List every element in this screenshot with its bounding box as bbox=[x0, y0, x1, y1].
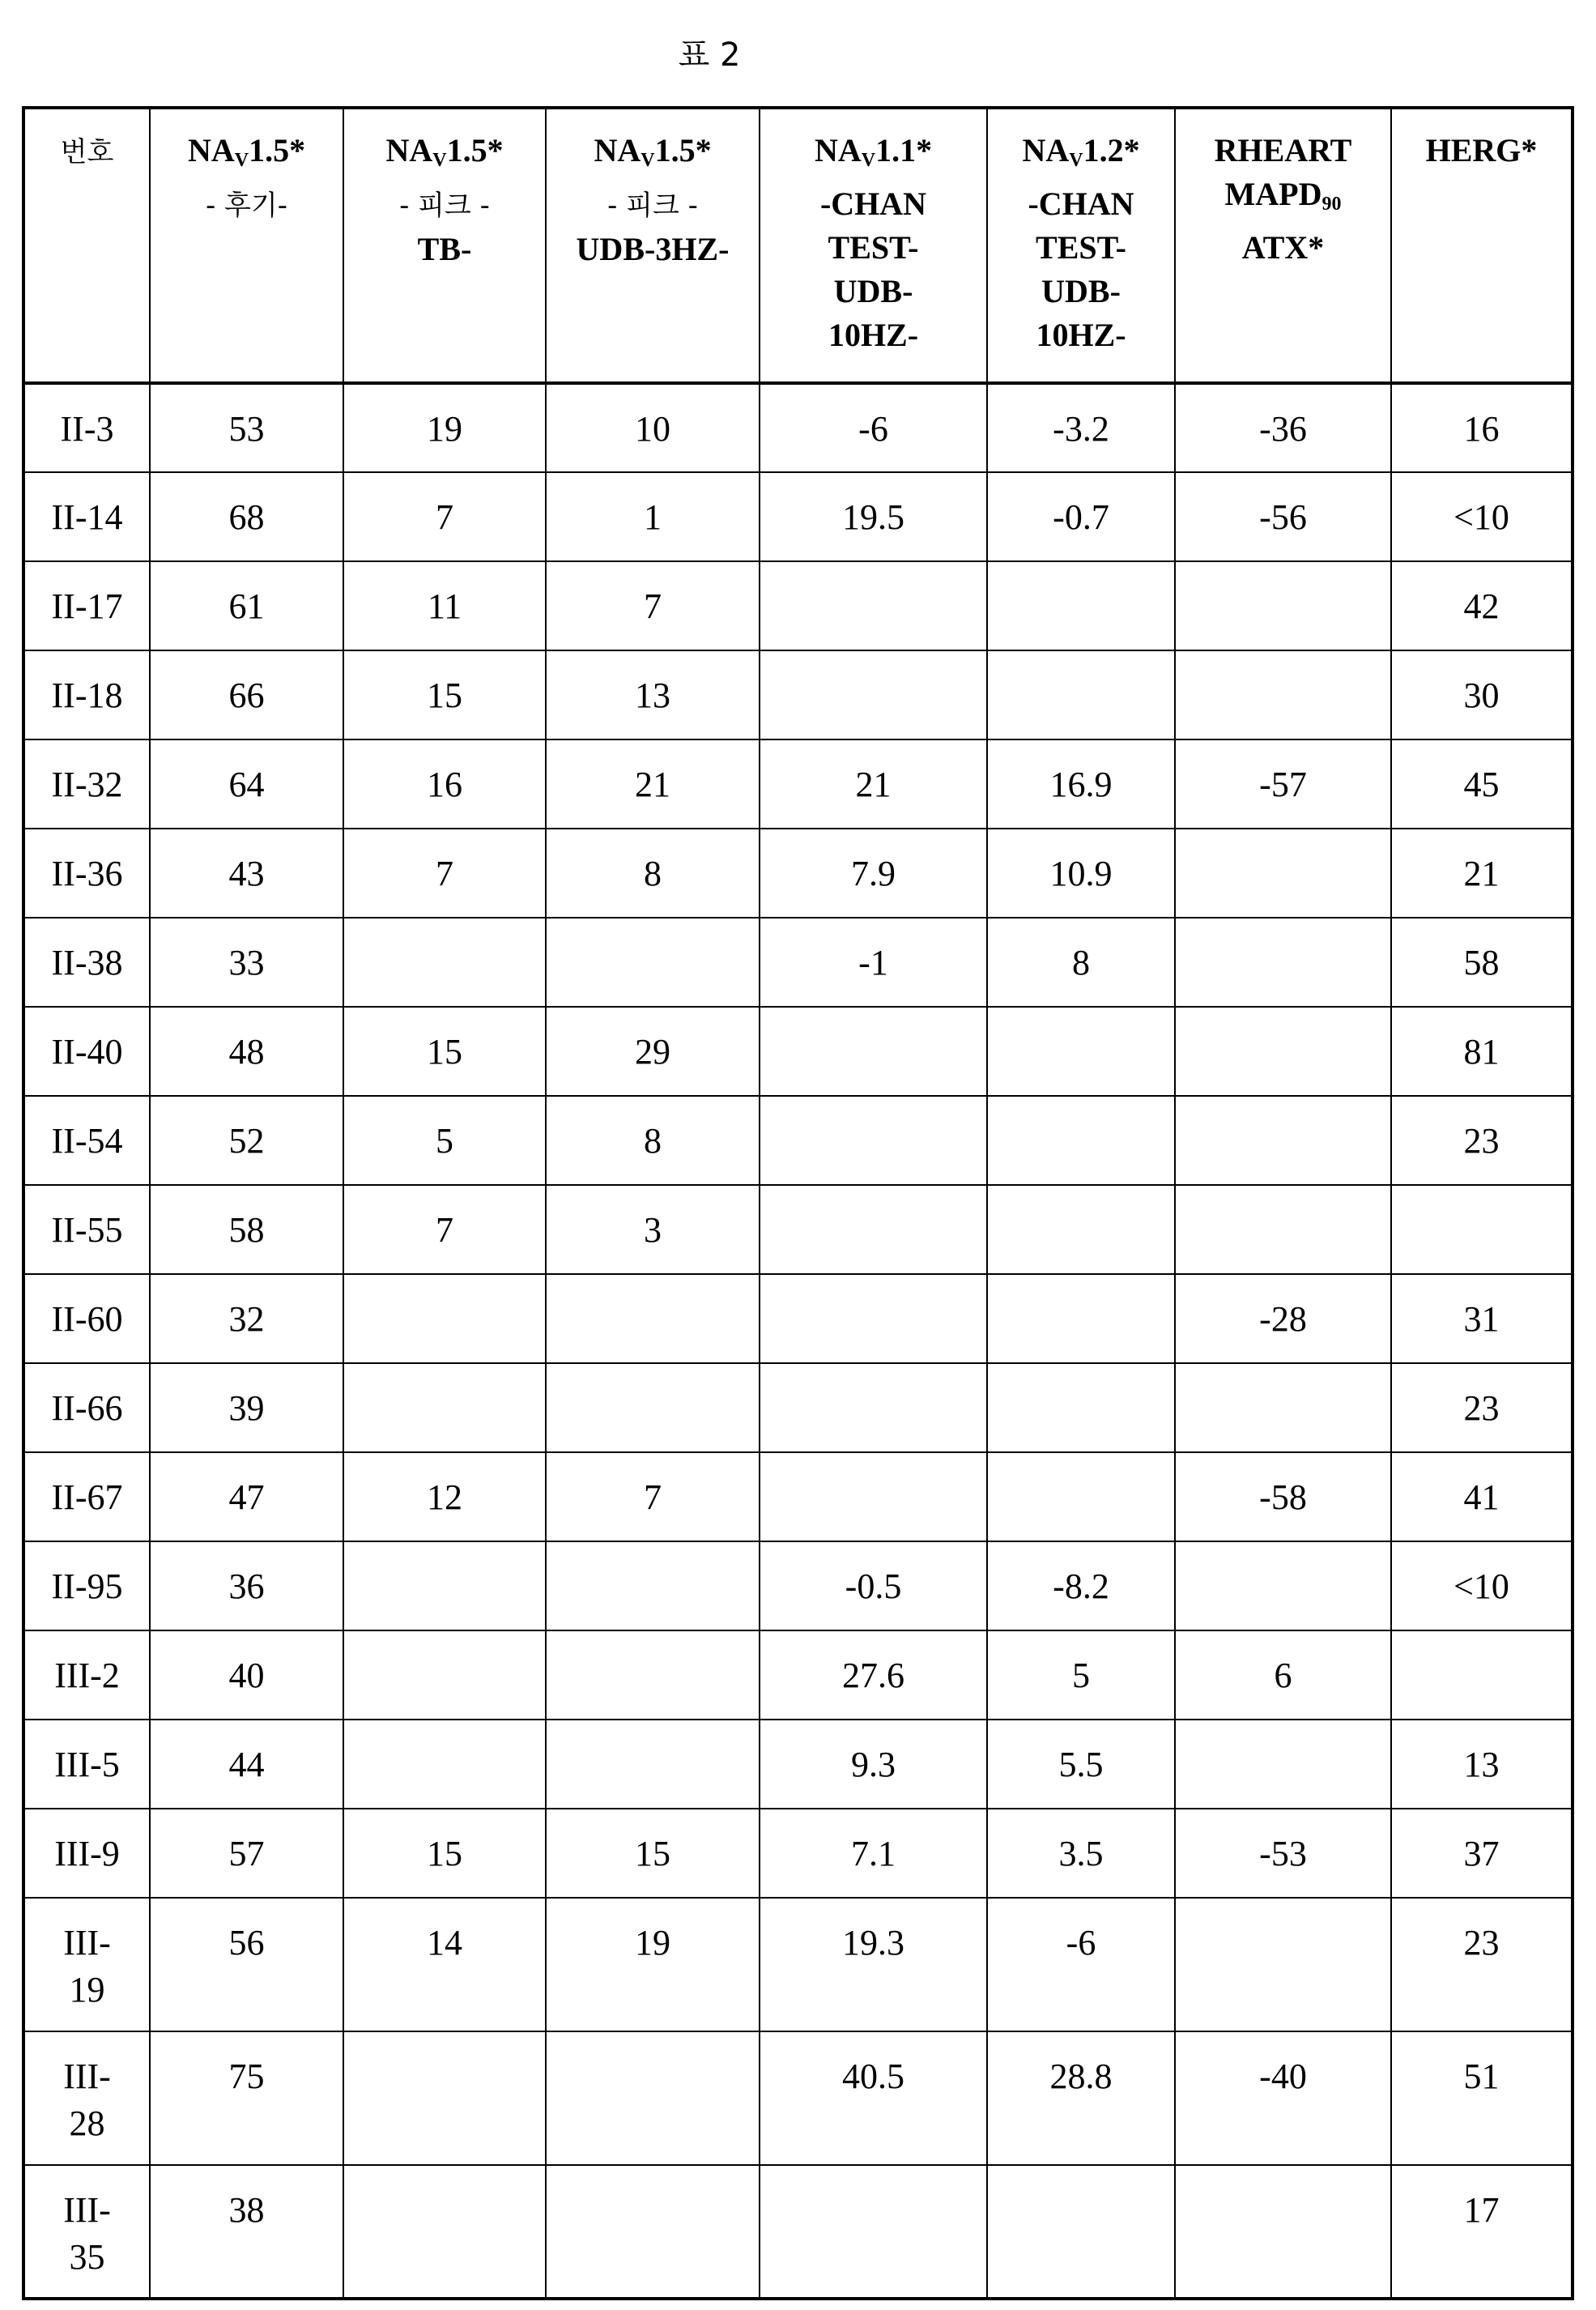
value-cell bbox=[987, 561, 1175, 650]
header-text: RHEART bbox=[1215, 132, 1352, 168]
value-cell: 15 bbox=[546, 1809, 760, 1898]
value-cell bbox=[1175, 650, 1391, 739]
value-cell: 7.1 bbox=[760, 1809, 987, 1898]
value-cell: -1 bbox=[760, 918, 987, 1007]
value-cell bbox=[343, 918, 546, 1007]
value-cell: 30 bbox=[1391, 650, 1573, 739]
value-cell: -36 bbox=[1175, 383, 1391, 472]
value-cell bbox=[1175, 829, 1391, 918]
value-cell: 19.3 bbox=[760, 1898, 987, 2031]
value-cell: -3.2 bbox=[987, 383, 1175, 472]
value-cell: 58 bbox=[150, 1185, 343, 1274]
header-line bbox=[760, 226, 986, 270]
value-cell bbox=[1175, 1007, 1391, 1096]
value-cell bbox=[760, 1274, 987, 1363]
compound-id-cell: III-28 bbox=[23, 2031, 150, 2165]
value-cell: 13 bbox=[1391, 1720, 1573, 1809]
value-cell bbox=[987, 1007, 1175, 1096]
header-line bbox=[344, 228, 545, 271]
value-cell: 21 bbox=[1391, 829, 1573, 918]
header-text: TB- bbox=[418, 231, 472, 267]
header-text: 번호 bbox=[61, 136, 114, 168]
value-cell: 23 bbox=[1391, 1898, 1573, 2031]
header-text: TEST- bbox=[1036, 229, 1126, 266]
value-cell: 64 bbox=[150, 739, 343, 829]
value-cell: 66 bbox=[150, 650, 343, 739]
header-line bbox=[547, 182, 759, 228]
value-cell: 11 bbox=[343, 561, 546, 650]
header-text: HERG* bbox=[1426, 132, 1538, 168]
header-text: 10HZ- bbox=[828, 317, 918, 353]
header-text: NA bbox=[385, 132, 432, 168]
table-row bbox=[23, 1007, 1573, 1096]
table-row bbox=[23, 650, 1573, 739]
value-cell: 5.5 bbox=[987, 1720, 1175, 1809]
column-header bbox=[546, 108, 760, 383]
value-cell: 53 bbox=[150, 383, 343, 472]
value-cell bbox=[546, 1720, 760, 1809]
value-cell bbox=[987, 1185, 1175, 1274]
value-cell: 43 bbox=[150, 829, 343, 918]
value-cell bbox=[343, 1274, 546, 1363]
table-row bbox=[23, 2165, 1573, 2299]
value-cell: 28.8 bbox=[987, 2031, 1175, 2165]
value-cell bbox=[760, 561, 987, 650]
value-cell: 51 bbox=[1391, 2031, 1573, 2165]
table-row bbox=[23, 1809, 1573, 1898]
header-text: 1.1* bbox=[875, 132, 932, 168]
header-text: NA bbox=[815, 132, 862, 168]
value-cell bbox=[343, 1720, 546, 1809]
header-line bbox=[1392, 129, 1571, 173]
value-cell bbox=[343, 2031, 546, 2165]
value-cell: 8 bbox=[546, 1096, 760, 1185]
value-cell: 7 bbox=[546, 1452, 760, 1541]
value-cell: 23 bbox=[1391, 1096, 1573, 1185]
value-cell: 21 bbox=[546, 739, 760, 829]
compound-id-cell: II-40 bbox=[23, 1007, 150, 1096]
table-row bbox=[23, 1452, 1573, 1541]
header-text: 1.5* bbox=[655, 132, 712, 168]
value-cell: 40 bbox=[150, 1630, 343, 1720]
compound-id-cell: II-18 bbox=[23, 650, 150, 739]
value-cell bbox=[1175, 918, 1391, 1007]
value-cell bbox=[760, 650, 987, 739]
value-cell bbox=[546, 2031, 760, 2165]
header-text: 1.5* bbox=[249, 132, 305, 168]
header-line bbox=[988, 313, 1174, 357]
header-text: 1.5* bbox=[447, 132, 504, 168]
header-text: MAPD bbox=[1225, 176, 1322, 212]
table-row bbox=[23, 1720, 1573, 1809]
value-cell: 36 bbox=[150, 1541, 343, 1630]
header-line bbox=[344, 129, 545, 182]
table-row bbox=[23, 1898, 1573, 2031]
subscript: 90 bbox=[1321, 194, 1341, 215]
value-cell: 7.9 bbox=[760, 829, 987, 918]
value-cell: 7 bbox=[343, 472, 546, 561]
value-cell: 7 bbox=[546, 561, 760, 650]
table-row bbox=[23, 1363, 1573, 1452]
data-table bbox=[22, 106, 1574, 2300]
value-cell bbox=[1175, 2165, 1391, 2299]
value-cell bbox=[343, 1541, 546, 1630]
table-row bbox=[23, 1096, 1573, 1185]
header-line bbox=[1176, 173, 1390, 226]
value-cell: 27.6 bbox=[760, 1630, 987, 1720]
value-cell: -53 bbox=[1175, 1809, 1391, 1898]
value-cell bbox=[1391, 1630, 1573, 1720]
header-line bbox=[1176, 226, 1390, 270]
compound-id-cell: II-55 bbox=[23, 1185, 150, 1274]
value-cell: 16.9 bbox=[987, 739, 1175, 829]
compound-id-cell: II-32 bbox=[23, 739, 150, 829]
value-cell bbox=[1175, 1541, 1391, 1630]
compound-id-cell: II-36 bbox=[23, 829, 150, 918]
value-cell bbox=[1175, 1096, 1391, 1185]
header-line bbox=[988, 182, 1174, 226]
header-text: 1.2* bbox=[1083, 132, 1140, 168]
header-line bbox=[151, 129, 343, 182]
value-cell: 81 bbox=[1391, 1007, 1573, 1096]
value-cell: 3.5 bbox=[987, 1809, 1175, 1898]
value-cell: 40.5 bbox=[760, 2031, 987, 2165]
value-cell bbox=[760, 1007, 987, 1096]
value-cell: -58 bbox=[1175, 1452, 1391, 1541]
compound-id-cell: II-66 bbox=[23, 1363, 150, 1452]
value-cell: 47 bbox=[150, 1452, 343, 1541]
header-text: UDB- bbox=[834, 273, 913, 309]
header-line bbox=[1176, 129, 1390, 173]
value-cell: 1 bbox=[546, 472, 760, 561]
compound-id-cell: III-9 bbox=[23, 1809, 150, 1898]
subscript: V bbox=[641, 150, 654, 171]
value-cell: 31 bbox=[1391, 1274, 1573, 1363]
value-cell bbox=[1175, 1185, 1391, 1274]
header-line bbox=[25, 129, 149, 174]
header-text: NA bbox=[1022, 132, 1069, 168]
compound-id-cell: II-17 bbox=[23, 561, 150, 650]
compound-id-cell: III-5 bbox=[23, 1720, 150, 1809]
header-line bbox=[988, 129, 1174, 182]
value-cell: 42 bbox=[1391, 561, 1573, 650]
value-cell: 58 bbox=[1391, 918, 1573, 1007]
value-cell bbox=[987, 650, 1175, 739]
header-line bbox=[547, 129, 759, 182]
value-cell: 12 bbox=[343, 1452, 546, 1541]
value-cell: 32 bbox=[150, 1274, 343, 1363]
value-cell: 38 bbox=[150, 2165, 343, 2299]
table-row bbox=[23, 2031, 1573, 2165]
value-cell bbox=[987, 1274, 1175, 1363]
value-cell: 6 bbox=[1175, 1630, 1391, 1720]
value-cell: 16 bbox=[343, 739, 546, 829]
header-line bbox=[760, 313, 986, 357]
header-line bbox=[760, 270, 986, 313]
value-cell: 75 bbox=[150, 2031, 343, 2165]
header-text: -CHAN bbox=[820, 185, 926, 222]
value-cell: 5 bbox=[987, 1630, 1175, 1720]
column-header bbox=[987, 108, 1175, 383]
subscript: V bbox=[432, 150, 446, 171]
value-cell: 15 bbox=[343, 1007, 546, 1096]
compound-id-cell: II-38 bbox=[23, 918, 150, 1007]
header-text: - 피크 - bbox=[399, 190, 490, 222]
value-cell bbox=[1175, 1898, 1391, 2031]
table-row bbox=[23, 561, 1573, 650]
value-cell: 45 bbox=[1391, 739, 1573, 829]
subscript: V bbox=[862, 150, 875, 171]
header-text: - 피크 - bbox=[607, 190, 698, 222]
value-cell: 52 bbox=[150, 1096, 343, 1185]
table-row bbox=[23, 1274, 1573, 1363]
value-cell: 29 bbox=[546, 1007, 760, 1096]
table-row bbox=[23, 1185, 1573, 1274]
value-cell: 8 bbox=[987, 918, 1175, 1007]
value-cell: 61 bbox=[150, 561, 343, 650]
header-text: ATX* bbox=[1242, 229, 1324, 266]
compound-id-cell: II-3 bbox=[23, 383, 150, 472]
compound-id-cell: III-19 bbox=[23, 1898, 150, 2031]
table-row bbox=[23, 918, 1573, 1007]
value-cell bbox=[760, 1185, 987, 1274]
header-line bbox=[547, 228, 759, 271]
header-text: UDB- bbox=[1041, 273, 1121, 309]
value-cell bbox=[760, 1452, 987, 1541]
value-cell: 13 bbox=[546, 650, 760, 739]
header-row bbox=[23, 108, 1573, 383]
header-text: 10HZ- bbox=[1036, 317, 1126, 353]
table-row bbox=[23, 383, 1573, 472]
value-cell: -56 bbox=[1175, 472, 1391, 561]
value-cell bbox=[546, 1274, 760, 1363]
header-line bbox=[344, 182, 545, 228]
value-cell: 23 bbox=[1391, 1363, 1573, 1452]
header-text: -CHAN bbox=[1028, 185, 1134, 222]
value-cell bbox=[1391, 1185, 1573, 1274]
column-header bbox=[1391, 108, 1573, 383]
value-cell: 19 bbox=[343, 383, 546, 472]
value-cell: <10 bbox=[1391, 472, 1573, 561]
value-cell: -0.5 bbox=[760, 1541, 987, 1630]
header-line bbox=[760, 182, 986, 226]
header-line bbox=[988, 226, 1174, 270]
value-cell bbox=[760, 2165, 987, 2299]
value-cell: 19.5 bbox=[760, 472, 987, 561]
value-cell: 16 bbox=[1391, 383, 1573, 472]
value-cell: 39 bbox=[150, 1363, 343, 1452]
compound-id-cell: II-54 bbox=[23, 1096, 150, 1185]
compound-id-cell: II-60 bbox=[23, 1274, 150, 1363]
value-cell bbox=[760, 1363, 987, 1452]
value-cell bbox=[1175, 1720, 1391, 1809]
value-cell: 48 bbox=[150, 1007, 343, 1096]
subscript: V bbox=[1069, 150, 1083, 171]
value-cell: 8 bbox=[546, 829, 760, 918]
table-title: 표 2 bbox=[0, 29, 1419, 75]
value-cell bbox=[987, 1452, 1175, 1541]
compound-id-cell: III-2 bbox=[23, 1630, 150, 1720]
value-cell bbox=[546, 1630, 760, 1720]
value-cell: 9.3 bbox=[760, 1720, 987, 1809]
compound-id-cell: II-95 bbox=[23, 1541, 150, 1630]
value-cell bbox=[546, 2165, 760, 2299]
value-cell: 7 bbox=[343, 1185, 546, 1274]
value-cell: 68 bbox=[150, 472, 343, 561]
value-cell: 21 bbox=[760, 739, 987, 829]
value-cell bbox=[760, 1096, 987, 1185]
column-header bbox=[760, 108, 987, 383]
value-cell bbox=[987, 1096, 1175, 1185]
value-cell: 7 bbox=[343, 829, 546, 918]
value-cell: 19 bbox=[546, 1898, 760, 2031]
compound-id-cell: II-14 bbox=[23, 472, 150, 561]
table-row bbox=[23, 829, 1573, 918]
value-cell: 14 bbox=[343, 1898, 546, 2031]
value-cell: 15 bbox=[343, 650, 546, 739]
subscript: V bbox=[235, 150, 249, 171]
table-row bbox=[23, 1541, 1573, 1630]
value-cell bbox=[546, 1363, 760, 1452]
value-cell: -28 bbox=[1175, 1274, 1391, 1363]
header-text: TEST- bbox=[828, 229, 919, 266]
value-cell: 41 bbox=[1391, 1452, 1573, 1541]
header-line bbox=[760, 129, 986, 182]
column-header bbox=[150, 108, 343, 383]
value-cell bbox=[987, 1363, 1175, 1452]
value-cell: 33 bbox=[150, 918, 343, 1007]
value-cell bbox=[1175, 1363, 1391, 1452]
value-cell: -57 bbox=[1175, 739, 1391, 829]
table-row bbox=[23, 1630, 1573, 1720]
value-cell: -40 bbox=[1175, 2031, 1391, 2165]
table-row bbox=[23, 739, 1573, 829]
value-cell bbox=[987, 2165, 1175, 2299]
value-cell: 44 bbox=[150, 1720, 343, 1809]
column-header bbox=[23, 108, 150, 383]
value-cell: -6 bbox=[987, 1898, 1175, 2031]
header-text: - 후기- bbox=[206, 190, 287, 222]
column-header bbox=[1175, 108, 1391, 383]
value-cell: 10 bbox=[546, 383, 760, 472]
value-cell: 57 bbox=[150, 1809, 343, 1898]
value-cell: 10.9 bbox=[987, 829, 1175, 918]
compound-id-cell: II-67 bbox=[23, 1452, 150, 1541]
header-text: NA bbox=[188, 132, 235, 168]
header-text: NA bbox=[594, 132, 641, 168]
value-cell: 3 bbox=[546, 1185, 760, 1274]
value-cell: 5 bbox=[343, 1096, 546, 1185]
compound-id-cell: III-35 bbox=[23, 2165, 150, 2299]
value-cell bbox=[1175, 561, 1391, 650]
value-cell bbox=[343, 1363, 546, 1452]
header-line bbox=[988, 270, 1174, 313]
value-cell: 37 bbox=[1391, 1809, 1573, 1898]
header-text: UDB-3HZ- bbox=[577, 231, 730, 267]
value-cell bbox=[546, 1541, 760, 1630]
value-cell: <10 bbox=[1391, 1541, 1573, 1630]
value-cell: -0.7 bbox=[987, 472, 1175, 561]
value-cell bbox=[546, 918, 760, 1007]
header-line bbox=[151, 182, 343, 228]
value-cell: 56 bbox=[150, 1898, 343, 2031]
column-header bbox=[343, 108, 546, 383]
value-cell bbox=[343, 1630, 546, 1720]
value-cell: -6 bbox=[760, 383, 987, 472]
value-cell: -8.2 bbox=[987, 1541, 1175, 1630]
value-cell bbox=[343, 2165, 546, 2299]
value-cell: 15 bbox=[343, 1809, 546, 1898]
table-row bbox=[23, 472, 1573, 561]
value-cell: 17 bbox=[1391, 2165, 1573, 2299]
